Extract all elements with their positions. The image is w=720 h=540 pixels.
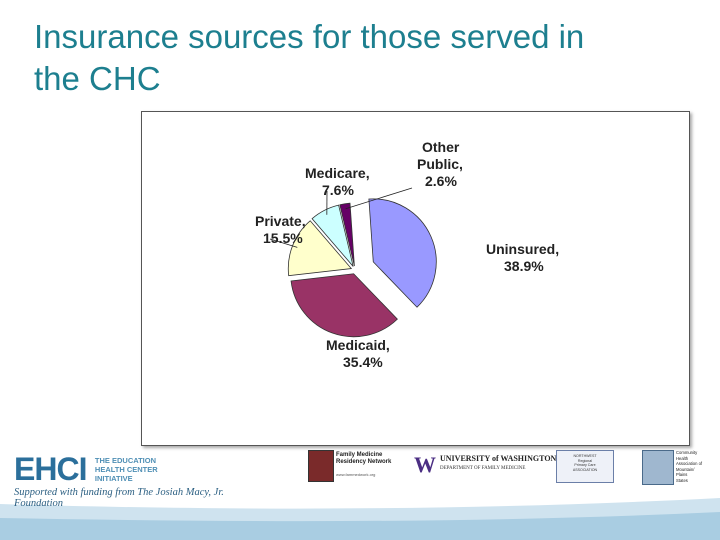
slide-title — [34, 16, 674, 100]
slice-value-medicaid: 35.4% — [343, 354, 383, 370]
chas-line-5: Plains — [676, 472, 688, 477]
slice-label-medicare: Medicare, — [305, 165, 370, 181]
slice-label-other-line2: Public, — [417, 156, 463, 172]
chas-logo-text — [676, 450, 718, 483]
nwrpca-line-1: NORTHWEST — [573, 454, 597, 458]
slide-title-line-1: Insurance sources for those served in — [34, 18, 585, 55]
uw-department: DEPARTMENT OF FAMILY MEDICINE — [440, 466, 526, 471]
chas-landscape-icon — [642, 450, 674, 485]
slice-label-private: Private, — [255, 213, 306, 229]
slice-label-medicaid: Medicaid, — [326, 337, 390, 353]
chart-frame — [141, 111, 690, 446]
ehci-funding-note: Supported with funding from The Josiah Macy, Jr. Foundation — [14, 487, 224, 509]
fmrn-line-1: Family Medicine — [336, 452, 383, 458]
nwrpca-logo — [556, 450, 616, 486]
slice-label-other-line1: Other — [422, 139, 460, 155]
slice-value-other: 2.6% — [425, 173, 457, 189]
slice-value-uninsured: 38.9% — [504, 258, 544, 274]
nwrpca-logo-box — [556, 450, 614, 483]
ehci-subtitle-line-2: HEALTH CENTER — [94, 465, 158, 474]
chas-line-6: States — [676, 477, 688, 483]
slice-value-private: 15.5% — [263, 230, 303, 246]
chas-line-3: Association of — [676, 461, 703, 466]
nwrpca-line-3: Primary Care — [574, 463, 596, 467]
fmrn-line-2: Residency Network — [336, 459, 392, 465]
uw-logo — [414, 450, 557, 486]
pie-chart — [142, 112, 689, 445]
chas-line-2: Health — [676, 455, 689, 461]
fmrn-url: www.fammedwork.org — [336, 472, 376, 477]
nwrpca-line-2: Regional — [577, 458, 593, 463]
slide-title-line-2: the CHC — [34, 60, 161, 97]
slice-value-medicare: 7.6% — [322, 182, 354, 198]
nwrpca-line-4: ASSOCIATION — [572, 467, 598, 472]
fmrn-logo — [308, 450, 408, 486]
uw-w-mark-icon: W — [414, 452, 436, 477]
ehci-subtitle-line-1: THE EDUCATION — [94, 456, 157, 465]
pie-slice-medicaid — [291, 274, 397, 337]
uw-name: UNIVERSITY of WASHINGTON — [440, 454, 557, 463]
ehci-subtitle-line-3: INITIATIVE — [94, 474, 133, 483]
ehci-logo — [14, 452, 175, 486]
chas-line-4: Mountain/ — [676, 466, 695, 472]
fmrn-logo-text — [336, 452, 406, 466]
ehci-logo-subtitle — [95, 456, 175, 483]
pie-slices — [288, 199, 436, 337]
fmrn-totem-icon — [308, 450, 334, 482]
ehci-logo-text: EHCI — [14, 451, 87, 487]
slice-label-uninsured: Uninsured, — [486, 241, 560, 257]
chas-line-1: Community — [676, 450, 698, 455]
pie-slice-uninsured — [369, 199, 436, 307]
chas-logo — [642, 450, 718, 486]
